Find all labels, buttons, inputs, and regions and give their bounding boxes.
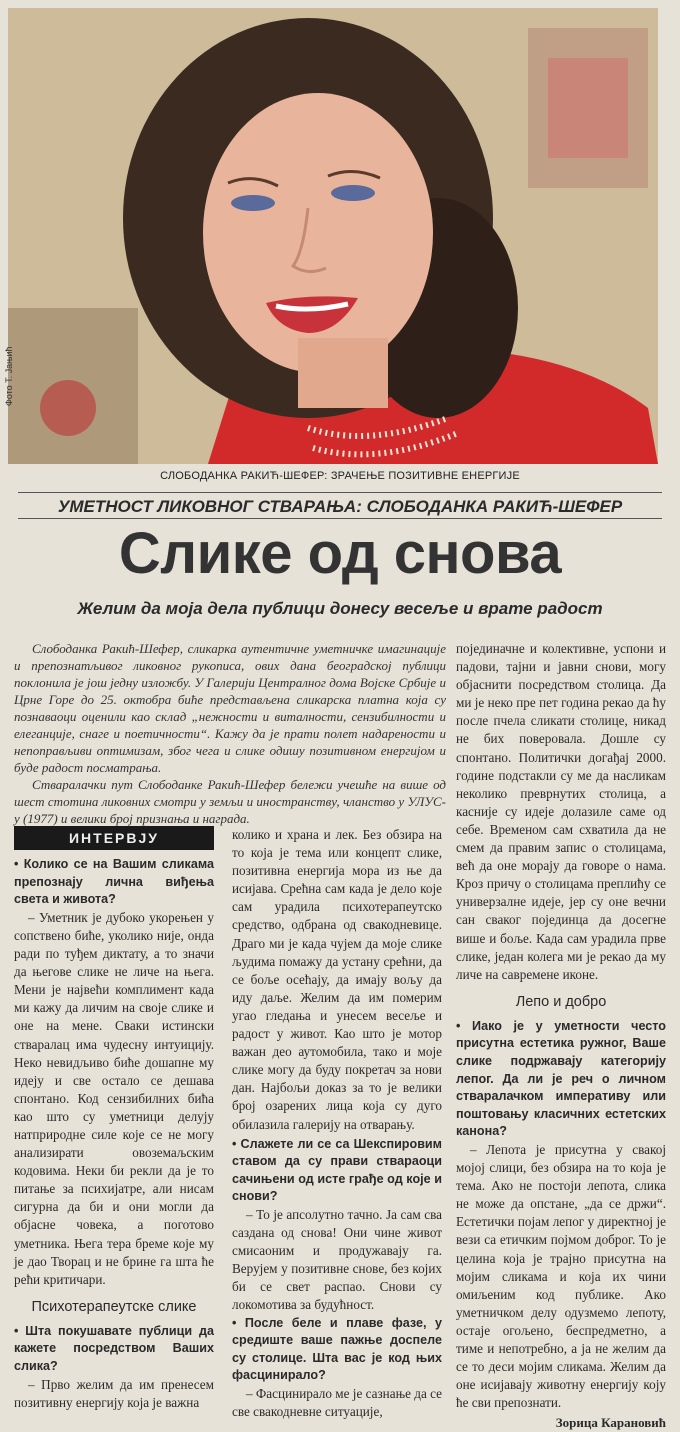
answer: – Прво желим да им пренесем позитивну енергију која је важна — [14, 1376, 214, 1410]
answer-continued: појединачне и колективне, успони и падови, тајни и јавни снови, могу објаснити посредством столица. Да ми је неко пре пет година рекао да ћу после пчела сликати столице, никад не бих поверовала. Дошле су спонтано. Политички догађај 2000. године подстакли су ме да насликам неколико преврнутих столица, а касније су идеје долазиле саме од себе. Временом сам схватила да не смем да правим запис о столицама, већ да оне морају да говоре о нама. Кроз причу о столицама преплићу се универзалне идеје, јер су оне вечни сан сваког појединца да досегне више и боље. Када сам урадила прве слике, један колега ми је рекао да му личе на савремене иконе. — [456, 641, 666, 982]
column-3 — [456, 640, 666, 1432]
question: • Слажете ли се са Шекспировим ставом да су прави ствараоци сачињени од исте грађе од које и снови? — [232, 1136, 442, 1204]
question: • Иако је у уметности често присутна естетика ружног, Ваше слике подржавају категорију лепог. Да ли је реч о личном стваралачком императиву или поштовању класичних естетских канона? — [456, 1018, 666, 1139]
question: • Колико се на Вашим сликама препознају лична виђења света и живота? — [14, 857, 214, 907]
portrait-illustration — [8, 8, 658, 464]
question: • Шта покушавате публици да кажете посредством Ваших слика? — [14, 1323, 214, 1374]
article-lead — [14, 640, 446, 827]
supertitle: УМЕТНОСТ ЛИКОВНОГ СТВАРАЊА: СЛОБОДАНКА РАКИЋ-ШЕФЕР — [57, 497, 623, 516]
section-heading: Психотерапеутске слике — [31, 1298, 197, 1315]
photo-credit: Фото Т. Јањић — [4, 346, 14, 406]
question: • После беле и плаве фазе, у средиште ваше пажње доспеле су столице. Шта вас је код њих фасцинирало? — [232, 1315, 442, 1383]
column-2 — [232, 826, 442, 1421]
author-byline: Зорица Карановић — [555, 1415, 666, 1431]
supertitle-rule — [18, 518, 662, 519]
subheadline: Желим да моја дела публици донесу весеље и врате радост — [77, 599, 603, 618]
answer: – Уметник је дубоко укорењен у сопствено биће, уколико није, онда ради по туђем диктату, а то значи да његове слике не личе на њега. Мени је највећи комплимент када ми кажу да личим на своје слике и оне на мене. Сваки истински стваралац има чудесну интуицију. Неко невидљиво биће дошапне му идеју и све остало се дешава спонтано. Код сензибилних бића као што су уметници делују натприродне силе које се не могу анализирати овоземаљским кодовима. Неки би рекли да је то питање за психијатре, али нисам сигурна да би и они могли да објасне човека, а поготово уметника. Њега тера бреме које му је дао Творац и не брине га шта ће рећи критичари. — [14, 909, 214, 1287]
answer: – То је апсолутно тачно. Ја сам сва саздана од снова! Они чине живот смисаоним и продужавају га. Верујем у позитивне снове, без којих би се свет распао. Снови су локомотива за будућност. — [232, 1206, 442, 1313]
answer: – Фасцинирало ме је сазнање да се све свакодневне ситуације, — [232, 1385, 442, 1419]
photo-caption: СЛОБОДАНКА РАКИЋ-ШЕФЕР: ЗРАЧЕЊЕ ПОЗИТИВНЕ ЕНЕРГИЈЕ — [160, 470, 520, 482]
top-rule — [18, 492, 662, 493]
column-1 — [14, 826, 214, 1412]
lead-paragraph: Слободанка Ракић-Шефер, сликарка аутентичне уметничке имагинације и препознатљивог ликовног рукописа, ових дана београдској публици поклонила је још једну изложбу. У Галерији Централног дома Војске Србије и Црне Горе до 25. октобра биће представљена сликарска платна која су познаваоци оценили као склад „нежности и виталности, сензибилности и елеганције, снаге и поетичности“. Кажу да је прати полет надарености и непоправљиви оптимизам, због чега и слике одишу позитивном енергијом и буде радост посматрања. — [14, 641, 446, 775]
answer: – Лепота је присутна у свакој мојој слици, без обзира на то која је тема. Ако не постоји лепота, слика не може да опстане, „да се држи“. Естетички појам лепог у директној је вези са етичким појмом доброг. То је целина која је трајно присутна на мојим сликама и која их чини омиљеним код публике. Ако уметничком делу одузмемо лепоту, остаје огољено, беспредметно, а тиме и непотребно, а ја не желим да се то деси мојим сликама. Желим да оне исијавају животну енергију коју ће сви препознати. — [456, 1141, 666, 1411]
answer-continued: колико и храна и лек. Без обзира на то која је тема или концепт слике, позитивна енергија мора из ње да исијава. Срећна сам када је дело које сам урадила психотерапеутско средство, одбрана од свакодневице. Драго ми је када чујем да моје слике људима помажу да устану срећни, да се боље осећају, да имају вољу да иду даље. Желим да им померим угао гледања и унесем весеље и радост у живот. Као што је мотор важан део аутомобила, тако и моје слике могу да буду покретач за нови дан. Најбољи доказ за то је велики број озарених лица која су дуго обилазила галерију на отварању. — [232, 827, 442, 1132]
lead-paragraph: Стваралачки пут Слободанке Ракић-Шефер бележи учешће на више од шест стотина ликовних смотри у земљи и иностранству, чланство у УЛУС-у (1977) и велики број признања и награда. — [14, 777, 446, 826]
headline: Слике од снова — [118, 521, 562, 586]
portrait-photo — [4, 8, 658, 464]
interview-label: ИНТЕРВЈУ — [14, 826, 214, 850]
section-heading: Лепо и добро — [515, 993, 607, 1010]
